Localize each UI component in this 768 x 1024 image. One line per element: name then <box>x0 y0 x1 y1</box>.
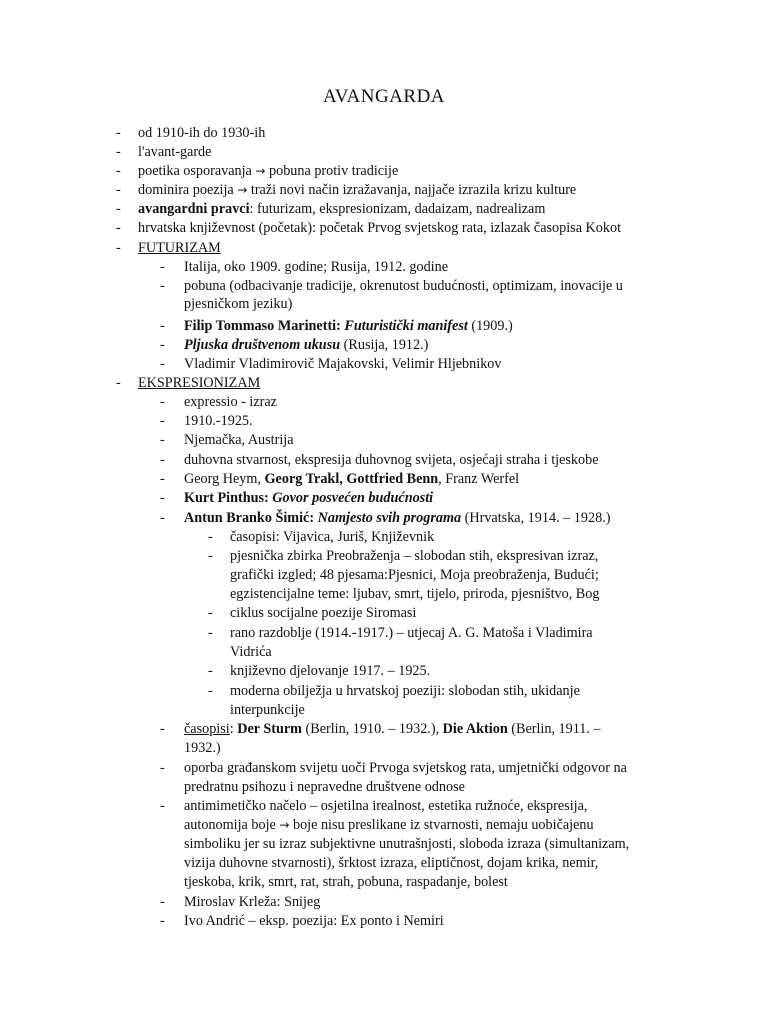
list-item-text <box>184 336 428 355</box>
list-item-text <box>184 489 433 508</box>
text-run: 1910.-1925. <box>184 413 253 429</box>
bullet-dash: - <box>208 683 213 699</box>
text-run: avangardni pravci <box>138 201 250 217</box>
text-run: (Berlin, 1910. – 1932.), <box>301 721 443 737</box>
list-item-text <box>184 873 508 892</box>
text-run: Govor posvećen budućnosti <box>272 490 434 506</box>
bullet-dash: - <box>160 510 165 526</box>
list-item-text <box>138 239 221 258</box>
text-run: : futurizam, ekspresionizam, dadaizam, nadrealizam <box>249 201 546 217</box>
text-run: Njemačka, Austrija <box>184 432 294 448</box>
bullet-dash: - <box>160 913 165 929</box>
list-item-text <box>230 547 598 566</box>
text-run: pobuna (odbacivanje tradicije, okrenutost budućnosti, optimizam, inovacije u <box>184 278 623 294</box>
text-run: Kurt Pinthus: <box>184 490 273 506</box>
text-run: l'avant-garde <box>138 144 212 160</box>
list-item-text <box>184 816 594 835</box>
text-run: duhovna stvarnost, ekspresija duhovnog svijeta, osjećaji straha i tjeskobe <box>184 452 599 468</box>
bullet-dash: - <box>160 394 165 410</box>
list-item-text <box>184 317 513 336</box>
text-run: književno djelovanje 1917. – 1925. <box>230 663 431 679</box>
bullet-dash: - <box>160 760 165 776</box>
list-item-text <box>184 258 448 277</box>
bullet-dash: - <box>160 894 165 910</box>
list-item-text <box>184 778 465 797</box>
list-item-text <box>184 470 519 489</box>
list-item-text <box>184 355 501 374</box>
list-item-text <box>184 277 623 296</box>
text-run: časopisi: Vijavica, Juriš, Književnik <box>230 529 435 545</box>
bullet-dash: - <box>116 220 121 236</box>
list-item-text <box>184 431 294 450</box>
text-run: grafički izgled; 48 pjesama:Pjesnici, Moja preobraženja, Budući; <box>230 567 599 583</box>
bullet-dash: - <box>208 663 213 679</box>
list-item-text <box>138 143 211 162</box>
text-run: autonomija boje <box>184 817 280 833</box>
text-run: FUTURIZAM <box>138 240 221 256</box>
list-item-text <box>138 219 621 238</box>
list-item-text <box>184 854 598 873</box>
bullet-dash: - <box>116 201 121 217</box>
text-run: rano razdoblje (1914.-1917.) – utjecaj A. G. Matoša i Vladimira <box>230 625 593 641</box>
list-item-text <box>184 393 277 412</box>
bullet-dash: - <box>160 798 165 814</box>
text-run: predratnu psihozu i nepravedne društvene odnose <box>184 779 465 795</box>
text-run: egzistencijalne teme: ljubav, smrt, tijelo, priroda, pjesništvo, Bog <box>230 586 600 602</box>
bullet-dash: - <box>160 278 165 294</box>
text-run: : <box>229 721 238 737</box>
text-run: Futuristički manifest <box>344 318 468 334</box>
text-run: antimimetičko načelo – osjetilna irealnost, estetika ružnoće, ekspresija, <box>184 798 588 814</box>
text-run: oporba građanskom svijetu uoči Prvoga svjetskog rata, umjetnički odgovor na <box>184 760 627 776</box>
text-run: časopisi <box>184 721 230 737</box>
text-run: vizija duhovne stvarnosti), šrktost izraza, eliptičnost, dojam krika, nemir, <box>184 855 599 871</box>
text-run: Namjesto svih programa <box>317 510 462 526</box>
bullet-dash: - <box>160 337 165 353</box>
list-item-text <box>138 374 260 393</box>
text-run: Filip Tommaso Marinetti: <box>184 318 345 334</box>
list-item-text <box>184 451 599 470</box>
list-item-text <box>230 585 599 604</box>
bullet-dash: - <box>160 356 165 372</box>
text-run: traži novi način izražavanja, najjače izrazila krizu kulture <box>247 182 577 198</box>
text-run: Die Aktion <box>442 721 508 737</box>
text-run: Miroslav Krleža: Snijeg <box>184 894 321 910</box>
text-run: Georg Heym, <box>184 471 265 487</box>
text-run: pjesničkom jeziku) <box>184 296 293 312</box>
arrow-right-icon: → <box>279 818 290 832</box>
text-run: Georg Trakl, Gottfried Benn <box>264 471 439 487</box>
list-item-text <box>184 759 627 778</box>
list-item-text <box>138 181 576 200</box>
arrow-right-icon: → <box>237 183 248 197</box>
list-item-text <box>184 739 221 758</box>
list-item-text <box>230 682 580 701</box>
text-run: Ivo Andrić – eksp. poezija: Ex ponto i Nemiri <box>184 913 444 929</box>
list-item-text <box>184 295 292 314</box>
bullet-dash: - <box>208 548 213 564</box>
list-item-text <box>184 893 320 912</box>
text-run: pobuna protiv tradicije <box>265 163 399 179</box>
arrow-right-icon: → <box>255 164 266 178</box>
text-run: Der Sturm <box>237 721 302 737</box>
list-item-text <box>138 200 545 219</box>
text-run: interpunkcije <box>230 702 305 718</box>
bullet-dash: - <box>160 721 165 737</box>
text-run: dominira poezija <box>138 182 238 198</box>
list-item-text <box>230 662 430 681</box>
list-item-text <box>230 643 272 662</box>
text-run: (Rusija, 1912.) <box>340 337 429 353</box>
page-title: AVANGARDA <box>322 86 446 107</box>
list-item-text <box>184 509 610 528</box>
bullet-dash: - <box>116 182 121 198</box>
text-run: EKSPRESIONIZAM <box>138 375 261 391</box>
list-item-text <box>230 604 416 623</box>
text-run: pjesnička zbirka Preobraženja – slobodan stih, ekspresivan izraz, <box>230 548 599 564</box>
text-run: od 1910-ih do 1930-ih <box>138 125 266 141</box>
text-run: , Franz Werfel <box>438 471 520 487</box>
bullet-dash: - <box>208 625 213 641</box>
bullet-dash: - <box>160 259 165 275</box>
list-item-text <box>230 528 434 547</box>
text-run: (Hrvatska, 1914. – 1928.) <box>461 510 611 526</box>
list-item-text <box>230 566 599 585</box>
text-run: tjeskoba, krik, smrt, rat, strah, pobuna, raspadanje, bolest <box>184 874 508 890</box>
text-run: moderna obilježja u hrvatskoj poeziji: slobodan stih, ukidanje <box>230 683 580 699</box>
bullet-dash: - <box>160 471 165 487</box>
list-item-text <box>138 162 398 181</box>
text-run: Vladimir Vladimirovič Majakovski, Velimir Hljebnikov <box>184 356 502 372</box>
bullet-dash: - <box>116 240 121 256</box>
bullet-dash: - <box>116 144 121 160</box>
bullet-dash: - <box>116 163 121 179</box>
bullet-dash: - <box>160 452 165 468</box>
bullet-dash: - <box>160 432 165 448</box>
text-run: simboliku jer su izraz subjektivne unutrašnjosti, sloboda izraza (simultanizam, <box>184 836 630 852</box>
text-run: poetika osporavanja <box>138 163 256 179</box>
list-item-text <box>184 720 601 739</box>
text-run: expressio - izraz <box>184 394 277 410</box>
bullet-dash: - <box>160 490 165 506</box>
list-item-text <box>138 124 265 143</box>
text-run: 1932.) <box>184 740 221 756</box>
text-run: hrvatska književnost (početak): početak Prvog svjetskog rata, izlazak časopisa Kokot <box>138 220 622 236</box>
list-item-text <box>230 624 593 643</box>
text-run: Vidrića <box>230 644 272 660</box>
text-run: Pljuska društvenom ukusu <box>184 337 341 353</box>
list-item-text <box>230 701 305 720</box>
list-item-text <box>184 797 587 816</box>
list-item-text <box>184 412 253 431</box>
text-run: (Berlin, 1911. – <box>507 721 601 737</box>
text-run: Antun Branko Šimić: <box>184 510 318 526</box>
text-run: ciklus socijalne poezije Siromasi <box>230 605 417 621</box>
bullet-dash: - <box>116 125 121 141</box>
bullet-dash: - <box>160 413 165 429</box>
text-run: Italija, oko 1909. godine; Rusija, 1912. godine <box>184 259 449 275</box>
bullet-dash: - <box>208 529 213 545</box>
text-run: (1909.) <box>467 318 513 334</box>
bullet-dash: - <box>160 318 165 334</box>
list-item-text <box>184 835 629 854</box>
bullet-dash: - <box>208 605 213 621</box>
text-run: boje nisu preslikane iz stvarnosti, nemaju uobičajenu <box>289 817 594 833</box>
list-item-text <box>184 912 444 931</box>
bullet-dash: - <box>116 375 121 391</box>
